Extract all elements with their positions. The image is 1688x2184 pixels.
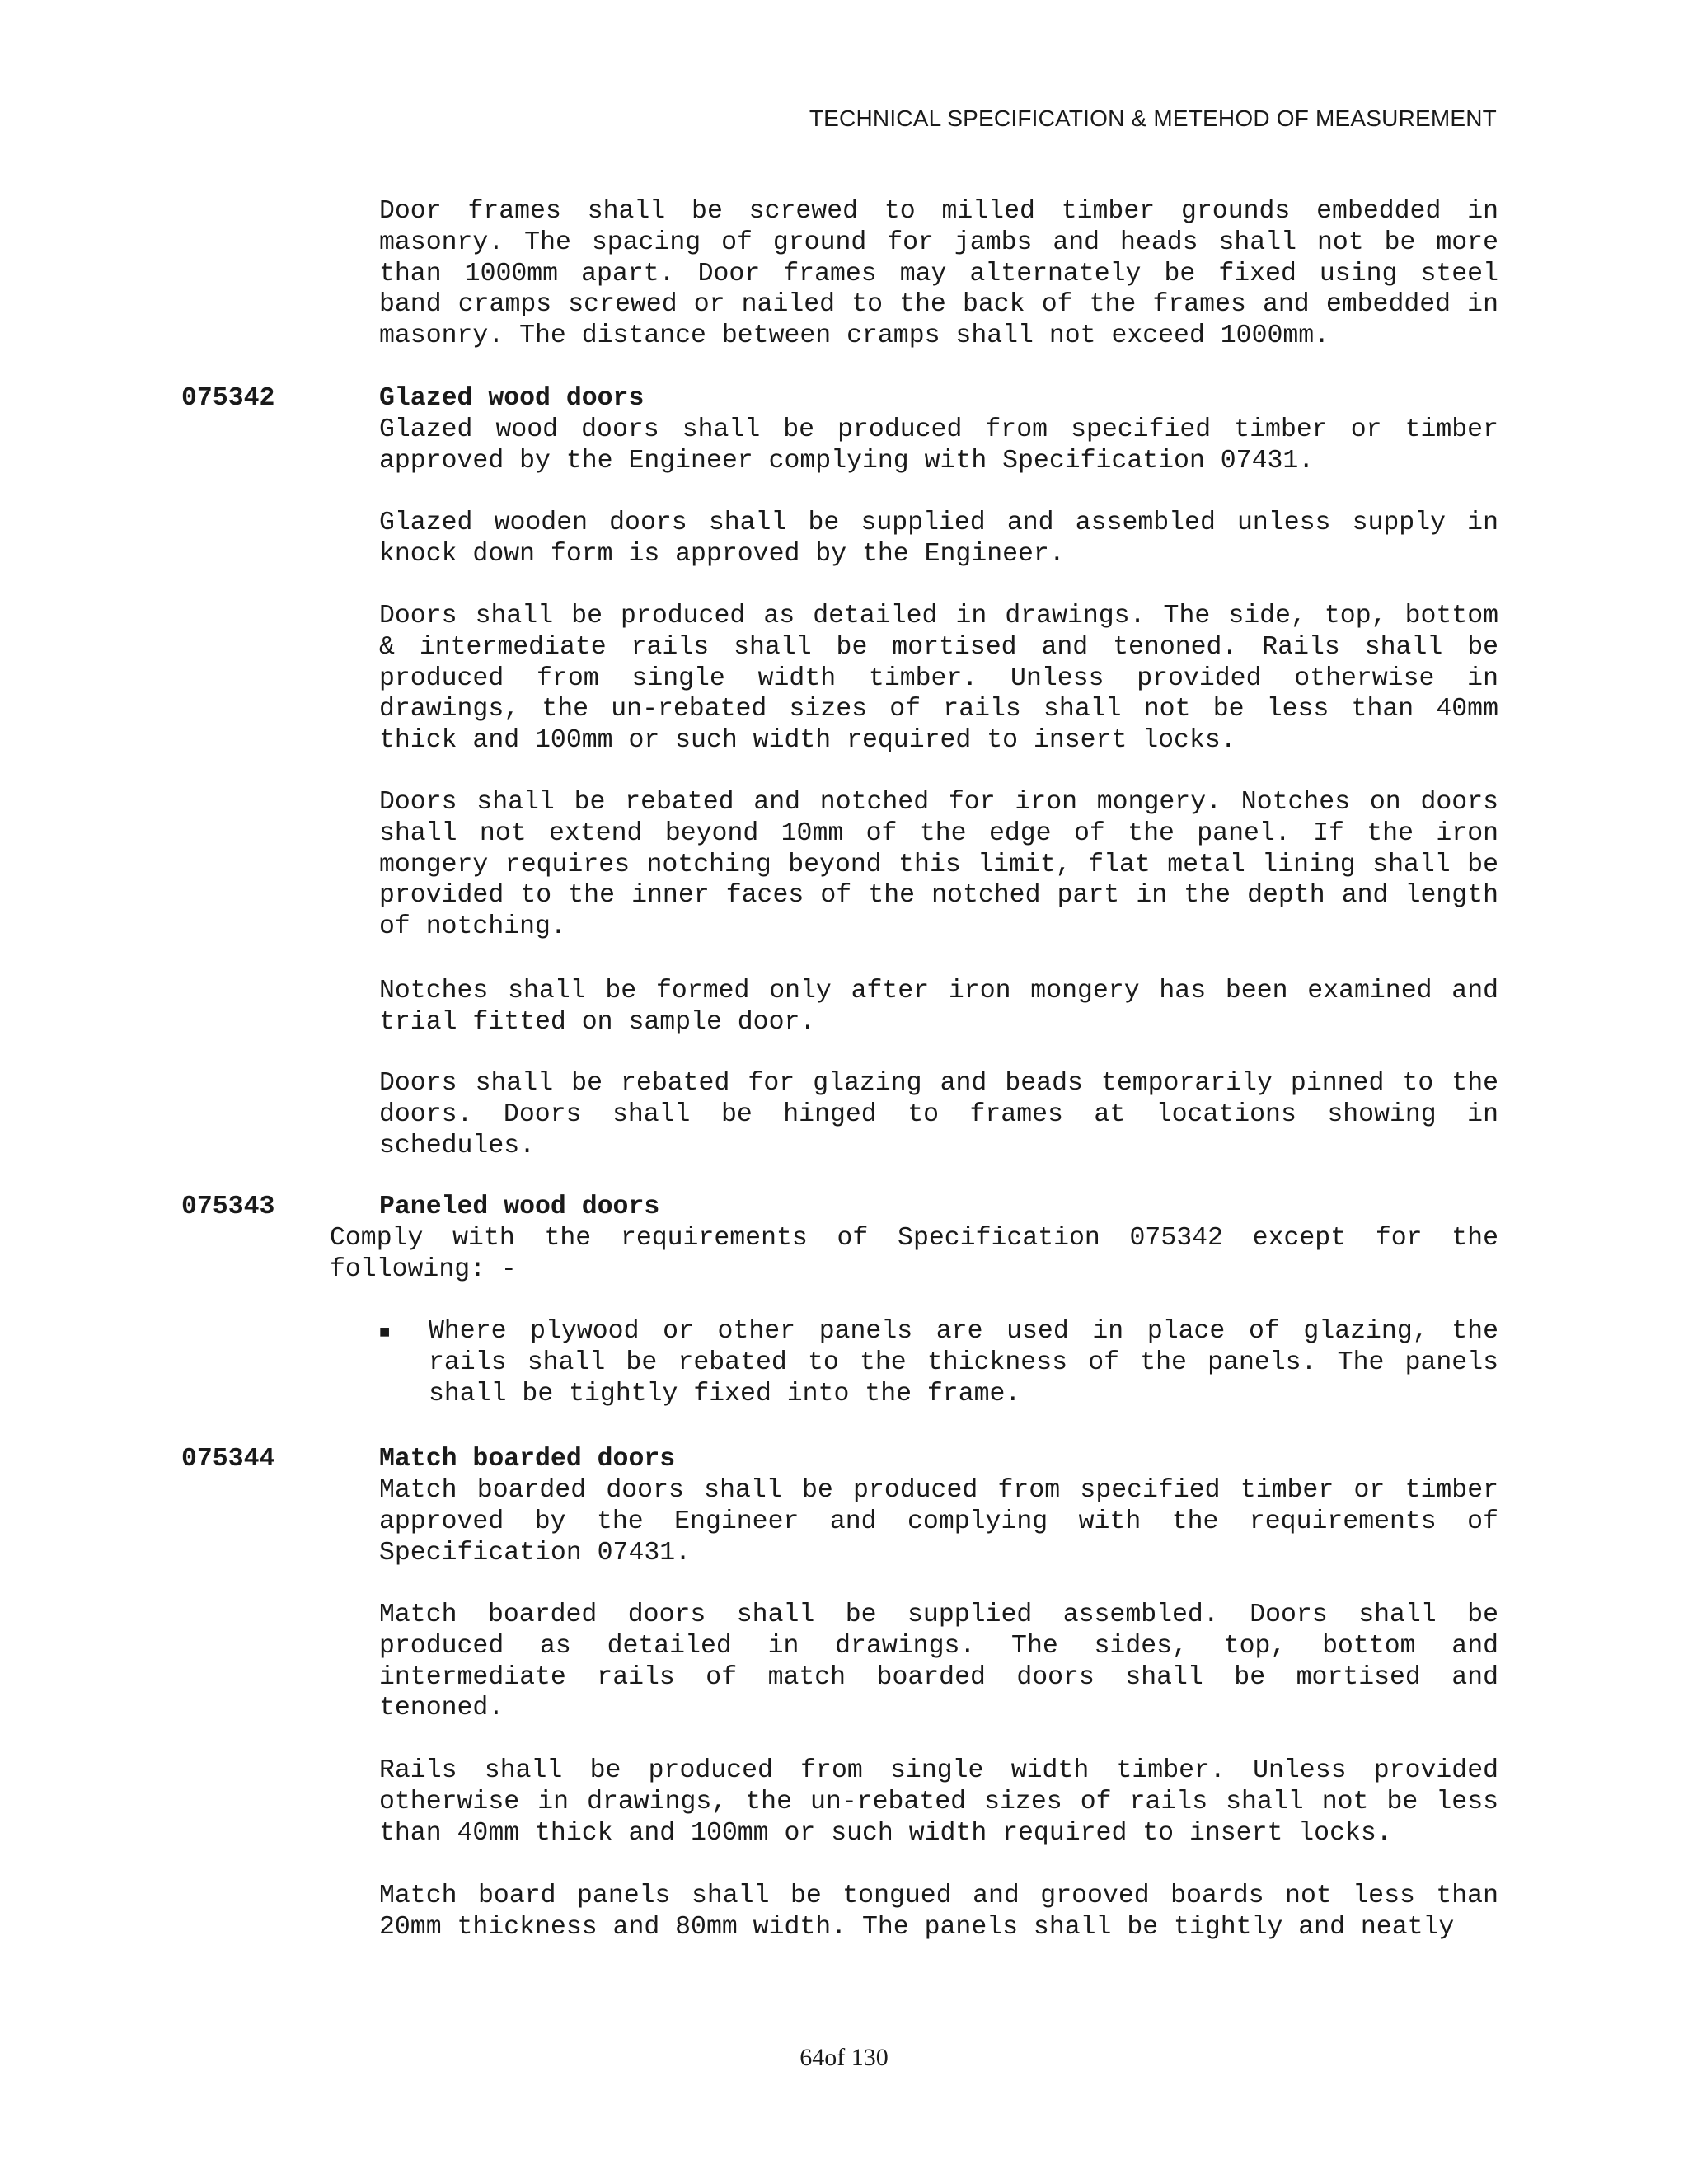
paragraph: Glazed wood doors shall be produced from specified timber or timber approved by the Engineer complying with Specification 07431. (379, 415, 1498, 476)
paragraph: Notches shall be formed only after iron mongery has been examined and trial fitted on sample door. (379, 977, 1498, 1037)
section-code-075344: 075344 (181, 1445, 275, 1474)
paragraph: Comply with the requirements of Specification 075342 except for the following: - (330, 1224, 1498, 1284)
page-number (0, 2044, 1688, 2072)
document-header: TECHNICAL SPECIFICATION & METEHOD OF MEASUREMENT (809, 105, 1497, 131)
paragraph: Doors shall be produced as detailed in drawings. The side, top, bottom & intermediate rails shall be mortised and tenoned. Rails shall be produced from single width timber. Unless provided otherwise in drawings, the un-rebated sizes of rails shall not be less than 40mm thick and 100mm or such width required to insert locks. (379, 602, 1498, 756)
square-bullet-icon: ■ (379, 1321, 391, 1342)
bullet-item: Where plywood or other panels are used in place of glazing, the rails shall be rebated to the thickness of the panels. The panels shall be tightly fixed into the frame. (429, 1317, 1498, 1408)
paragraph: Doors shall be rebated and notched for iron mongery. Notches on doors shall not extend beyond 10mm of the edge of the panel. If the iron mongery requires notching beyond this limit, flat metal lining shall be provided to the inner faces of the notched part in the depth and length of notching. (379, 788, 1498, 942)
section-title-glazed-wood-doors: Glazed wood doors (379, 384, 645, 413)
page-current: 64 (799, 2044, 825, 2071)
section-title-paneled-wood-doors: Paneled wood doors (379, 1193, 660, 1221)
section-code-075343: 075343 (181, 1193, 275, 1221)
page-total: 130 (851, 2044, 889, 2071)
paragraph: Match boarded doors shall be produced from specified timber or timber approved by the Engineer and complying with the requirements of Specification 07431. (379, 1476, 1498, 1568)
paragraph: Doors shall be rebated for glazing and beads temporarily pinned to the doors. Doors shall be hinged to frames at locations showing in schedules. (379, 1069, 1498, 1160)
paragraph: Match board panels shall be tongued and grooved boards not less than 20mm thickness and 80mm width. The panels shall be tightly and neatly (379, 1882, 1498, 1942)
section-title-match-boarded-doors: Match boarded doors (379, 1445, 676, 1474)
page-of-label: of (824, 2044, 846, 2071)
paragraph: Rails shall be produced from single width timber. Unless provided otherwise in drawings, the un-rebated sizes of rails shall not be less than 40mm thick and 100mm or such width required to insert locks. (379, 1756, 1498, 1848)
paragraph: Match boarded doors shall be supplied assembled. Doors shall be produced as detailed in drawings. The sides, top, bottom and intermediate rails of match boarded doors shall be mortised and tenoned. (379, 1601, 1498, 1723)
intro-paragraph: Door frames shall be screwed to milled timber grounds embedded in masonry. The spacing of ground for jambs and heads shall not be more than 1000mm apart. Door frames may alternately be fixed using steel band cramps screwed or nailed to the back of the frames and embedded in masonry. The distance between cramps shall not exceed 1000mm. (379, 197, 1498, 351)
paragraph: Glazed wooden doors shall be supplied and assembled unless supply in knock down form is approved by the Engineer. (379, 509, 1498, 569)
section-code-075342: 075342 (181, 384, 275, 413)
